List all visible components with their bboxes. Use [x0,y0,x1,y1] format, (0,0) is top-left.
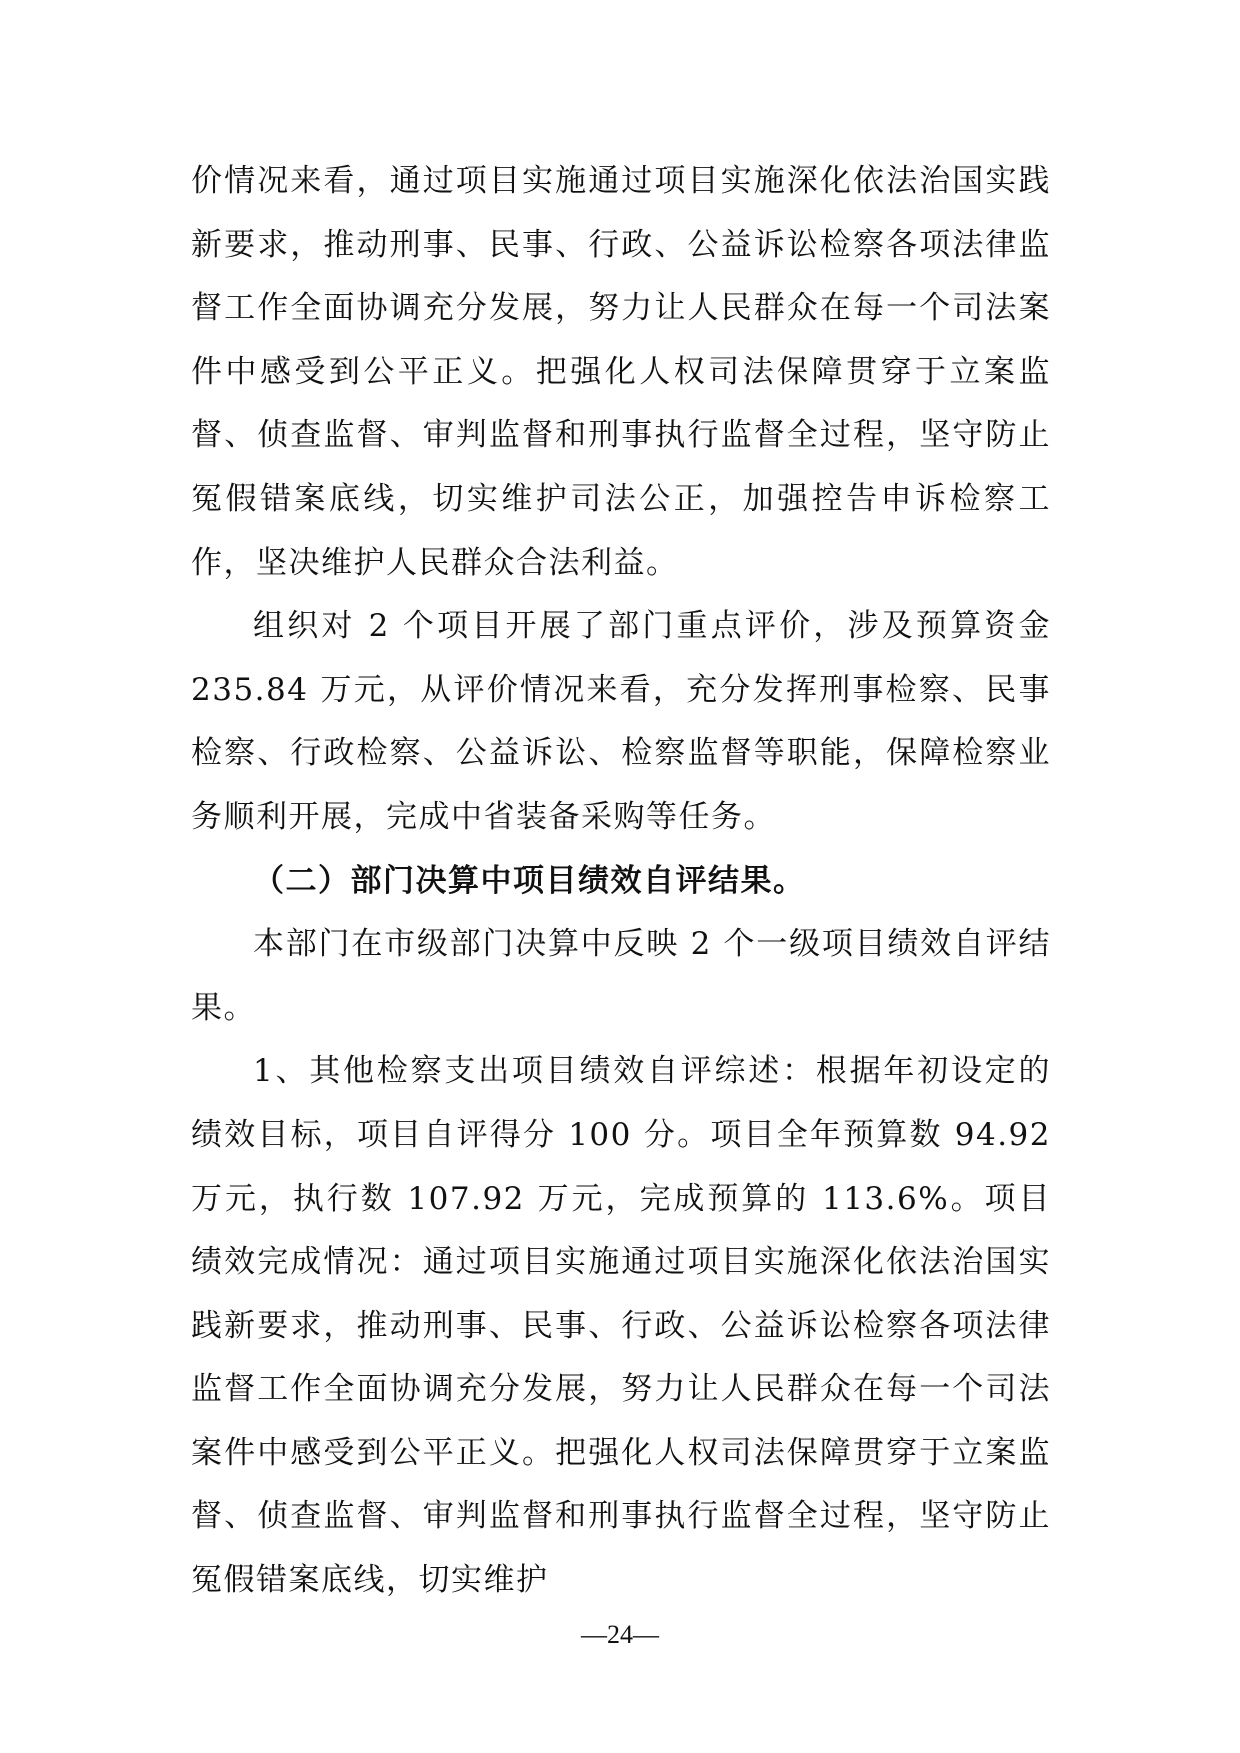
section-heading: （二）部门决算中项目绩效自评结果。 [253,862,806,899]
paragraph-item-1: 1、其他检察支出项目绩效自评综述：根据年初设定的绩效目标，项目自评得分 100 分。项目全年预算数 94.92 万元，执行数 107.92 万元，完成预算的 113.6%。项目绩效完成情况：通过项目实施通过项目实施深化依法治国实践新要求，推动刑事、民事、行政、公益诉讼检察各项法律监督工作全面协调充分发展，努力让人民群众在每一个司法案件中感受到公平正义。把强化人权司法保障贯穿于立案监督、侦查监督、审判监督和刑事执行监督全过程，坚守防止冤假错案底线，切实维护 [191,1053,1051,1599]
page-number: —24— [581,1620,659,1649]
document-body [191,150,1051,1613]
paragraph-continuation: 价情况来看，通过项目实施通过项目实施深化依法治国实践新要求，推动刑事、民事、行政、公益诉讼检察各项法律监督工作全面协调充分发展，努力让人民群众在每一个司法案件中感受到公平正义。把强化人权司法保障贯穿于立案监督、侦查监督、审判监督和刑事执行监督全过程，坚守防止冤假错案底线，切实维护司法公正，加强控告申诉检察工作，坚决维护人民群众合法利益。 [191,163,1051,581]
paragraph-key-evaluation: 组织对 2 个项目开展了部门重点评价，涉及预算资金 235.84 万元，从评价情况来看，充分发挥刑事检察、民事检察、行政检察、公益诉讼、检察监督等职能，保障检察业务顺利开展，完成中省装备采购等任务。 [191,608,1051,835]
paragraph-section-intro: 本部门在市级部门决算中反映 2 个一级项目绩效自评结果。 [191,926,1051,1026]
